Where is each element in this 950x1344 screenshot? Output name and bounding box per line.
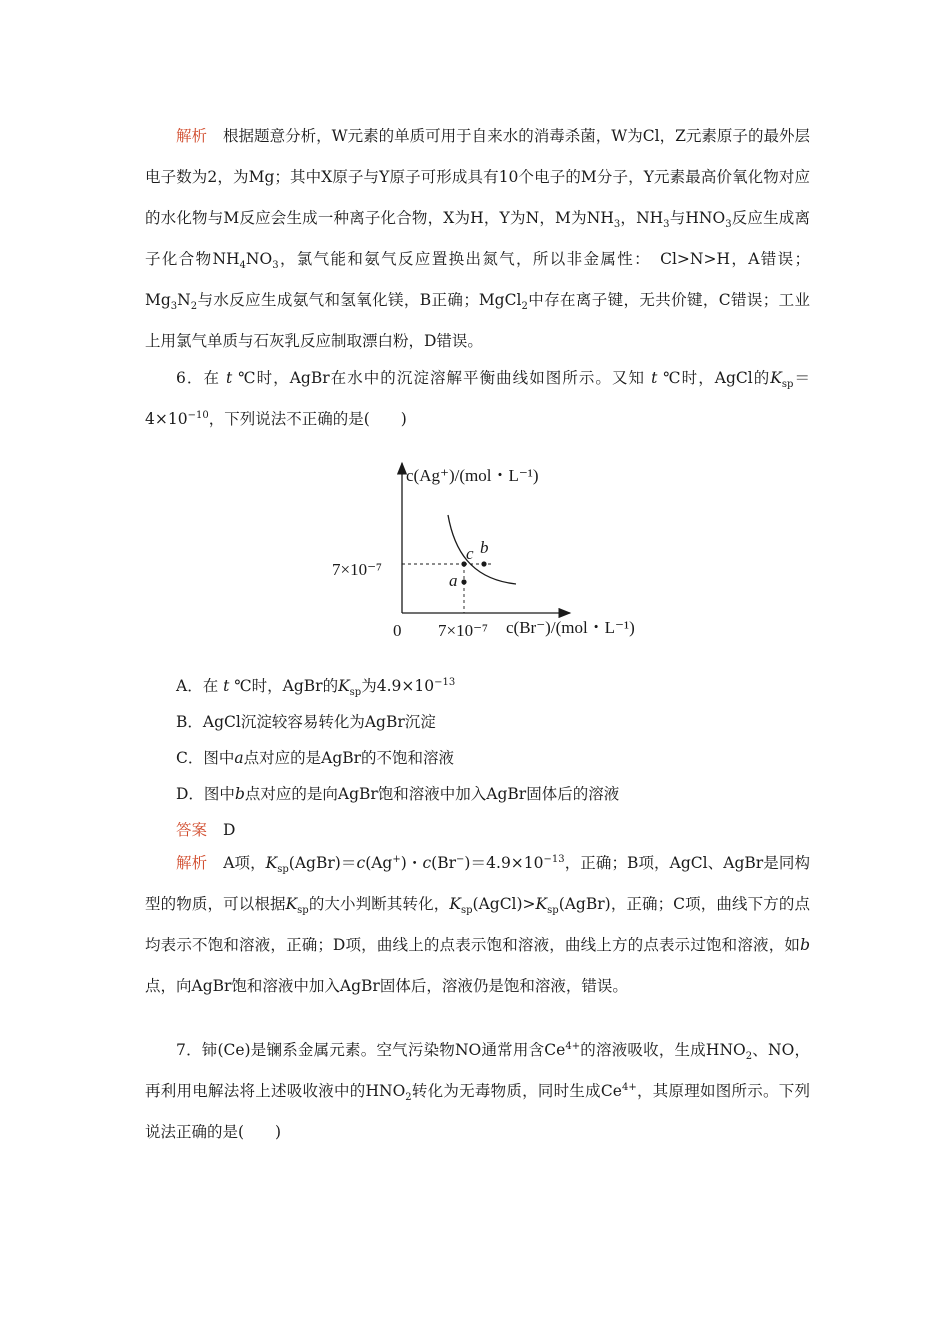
q5-analysis [145, 116, 810, 362]
y-axis-label: c(Ag⁺)/(mol・L⁻¹) [406, 466, 539, 485]
analysis-label: 解析 [176, 854, 208, 872]
italic-var: K [449, 895, 461, 913]
option-c [176, 740, 454, 776]
option-b: B．AgCl沉淀较容易转化为AgBr沉淀 [176, 713, 436, 731]
text-span: 与HNO [669, 209, 726, 227]
text-span: ℃时，AgBr在水中的沉淀溶解平衡曲线如图所示。又知 [238, 369, 646, 387]
subscript: sp [349, 687, 362, 699]
italic-var: t [223, 677, 230, 695]
text-span: A项， [223, 854, 266, 872]
text-span: ℃时，AgCl的 [663, 369, 771, 387]
text-span: ℃时，AgBr的 [234, 677, 339, 695]
point-b [481, 561, 486, 566]
italic-var: b [234, 785, 245, 803]
text-span: 点对应的是向AgBr饱和溶液中加入AgBr固体后的溶液 [244, 785, 620, 803]
text-span: (AgBr)＝ [288, 854, 357, 872]
subscript: 3 [272, 260, 279, 272]
subscript: sp [547, 905, 559, 917]
text-span: 转化为无毒物质，同时生成Ce [411, 1082, 622, 1100]
text-span: ，氯气能和氨气反应置换出氮气，所以非金属性： Cl>N>H，A错误；Mg [145, 250, 810, 309]
text-span: 中存在离子键，无共价键，C错误；工业上用氯气单质与石灰乳反应制取漂白粉，D错误。 [145, 291, 810, 350]
subscript: sp [277, 864, 289, 876]
text-span: D．图中 [176, 785, 235, 803]
text-span: )・ [400, 854, 423, 872]
text-span: 的溶液吸收，生成HNO [580, 1041, 746, 1059]
text-span: A．在 [176, 677, 219, 695]
subscript: 3 [663, 219, 670, 231]
italic-var: K [535, 895, 548, 913]
italic-var: c [422, 854, 432, 872]
subscript: 4 [239, 260, 246, 272]
text-span: (Br [431, 854, 457, 872]
text-span: ，正确；B项，AgCl、AgBr是同构型的物质，可以根据 [145, 854, 810, 913]
text-span: 反应生成离子化合物NH [145, 209, 810, 268]
text-span: 点，向AgBr饱和溶液中加入AgBr固体后，溶液仍是饱和溶液，错误。 [145, 977, 628, 995]
q7-stem [145, 1030, 810, 1153]
text-span: ，其原理如图所示。下列说法正确的是( ) [145, 1082, 810, 1141]
point-a [461, 579, 466, 584]
subscript: sp [460, 905, 473, 917]
text-span: )＝4.9×10 [464, 854, 544, 872]
superscript: − [456, 853, 465, 865]
point-a-label: a [449, 571, 458, 590]
italic-var: K [285, 895, 298, 913]
text-span: 6．在 [176, 369, 221, 387]
text-span: (AgBr)，正确；C项，曲线下方的点均表示不饱和溶液，正确；D项，曲线上的点表示饱和溶液，曲线上方的点表示过饱和溶液，如 [145, 895, 810, 954]
subscript: 2 [190, 301, 198, 313]
solubility-curve-figure [320, 455, 660, 655]
subscript: 2 [745, 1051, 753, 1063]
analysis-label: 解析 [176, 127, 208, 145]
q6-stem [145, 358, 810, 440]
answer-label: 答案 [176, 821, 208, 839]
text-span: ＝4×10 [145, 369, 810, 428]
text-span: 7．铈(Ce)是镧系金属元素。空气污染物NO通常用含Ce [176, 1041, 566, 1059]
option-a [176, 668, 455, 704]
italic-var: a [234, 749, 244, 767]
superscript: −13 [434, 676, 456, 688]
origin-label: 0 [393, 621, 402, 640]
subscript: sp [297, 905, 309, 917]
text-span: N [177, 291, 191, 309]
italic-var: t [226, 369, 233, 387]
superscript: −10 [187, 409, 209, 421]
y-tick-label: 7×10⁻⁷ [332, 560, 382, 579]
italic-var: K [265, 854, 278, 872]
point-c-label: c [466, 544, 474, 563]
text-span: 与水反应生成氨气和氢氧化镁，B正确；MgCl [197, 291, 522, 309]
text-span: 点对应的是AgBr的不饱和溶液 [243, 749, 455, 767]
text-span: ，下列说法不正确的是( ) [208, 410, 407, 428]
text-span: (Ag [365, 854, 393, 872]
subscript: 3 [613, 219, 621, 231]
text-span: C．图中 [176, 749, 235, 767]
point-b-label: b [480, 538, 489, 557]
subscript: 3 [725, 219, 732, 231]
text-span: NO [245, 250, 273, 268]
option-d [176, 776, 619, 812]
text-span: 的大小判断其转化， [308, 895, 450, 913]
italic-var: K [770, 369, 782, 387]
subscript: 3 [170, 301, 178, 313]
text-span: 、NO，再利用电解法将上述吸收液中的HNO [145, 1041, 810, 1100]
x-tick-label: 7×10⁻⁷ [438, 621, 488, 640]
subscript: 2 [405, 1092, 412, 1104]
text-span: 根据题意分析，W元素的单质可用于自来水的消毒杀菌，W为Cl，Z元素原子的最外层电子数为2，为Mg；其中X原子与Y原子可形成具有10个电子的M分子，Y元素最高价氧化物对应的水化物与M反应会生成一种离子化合物，X为H，Y为N，M为NH [145, 127, 810, 227]
italic-var: b [800, 936, 810, 954]
italic-var: t [651, 369, 658, 387]
text-span: 为4.9×10 [361, 677, 435, 695]
superscript: 4+ [565, 1040, 581, 1052]
q6-analysis [145, 843, 810, 1007]
superscript: −13 [543, 853, 565, 865]
superscript: + [392, 853, 401, 865]
text-span: ，NH [620, 209, 664, 227]
x-axis-label: c(Br⁻)/(mol・L⁻¹) [506, 618, 635, 637]
answer-value: D [223, 821, 236, 839]
italic-var: K [338, 677, 350, 695]
subscript: 2 [521, 301, 528, 313]
subscript: sp [781, 379, 794, 391]
text-span: (AgCl)> [472, 895, 536, 913]
superscript: 4+ [621, 1081, 637, 1093]
italic-var: c [356, 854, 366, 872]
